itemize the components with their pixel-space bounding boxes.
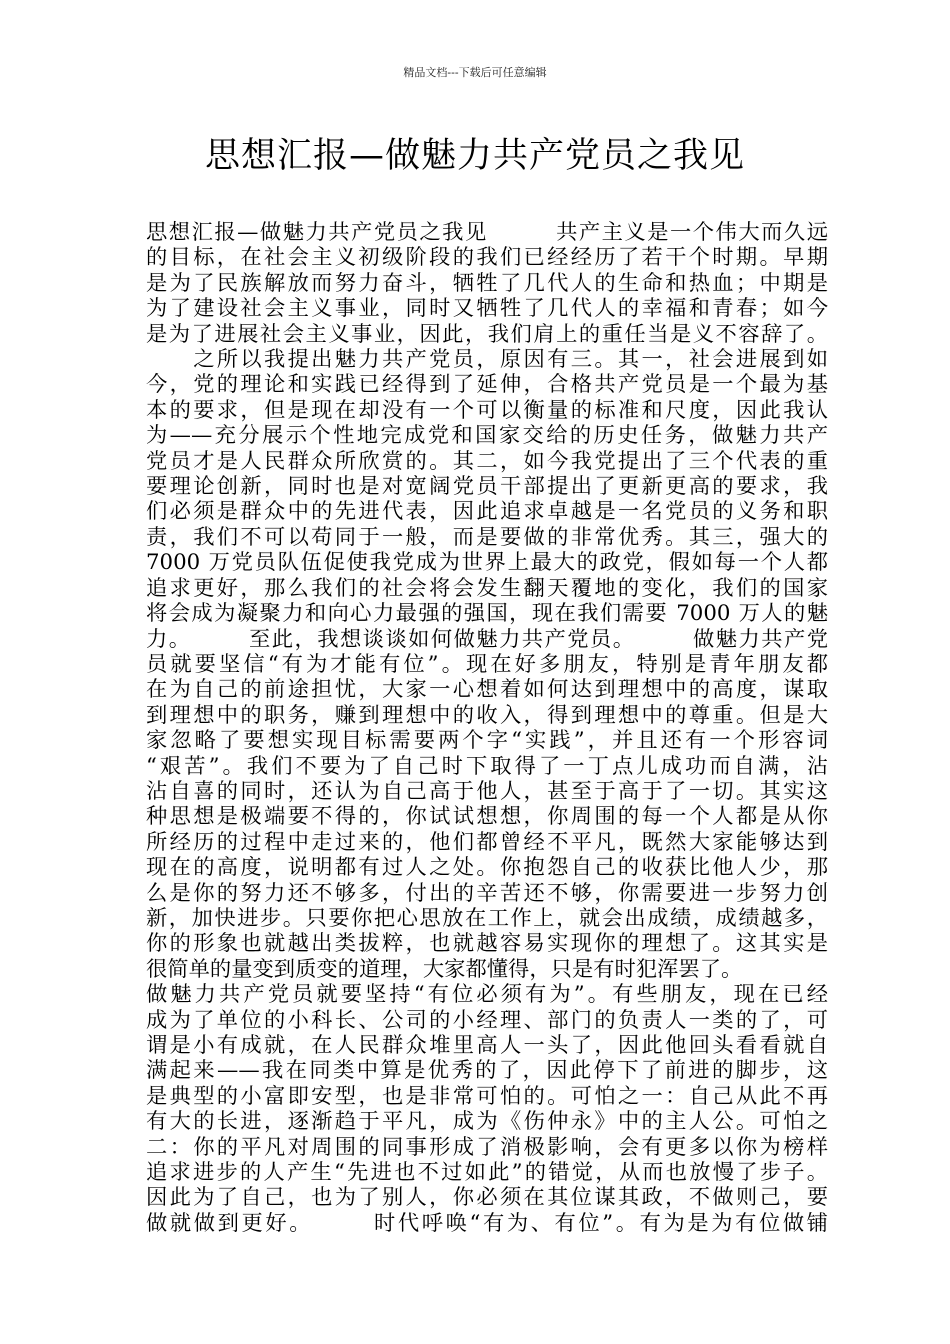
body-text-line: 为了建设社会主义事业，同时又牺牲了几代人的幸福和青春；如今 <box>146 296 828 322</box>
body-text-line: 成为了单位的小科长、公司的小经理、部门的负责人一类的了，可 <box>146 1007 828 1033</box>
body-text-line: 本的要求，但是现在却没有一个可以衡量的标准和尺度，因此我认 <box>146 397 828 423</box>
page-header: 精品文档---下载后可任意编辑 <box>403 66 547 79</box>
body-text-line: 谓是小有成就，在人民群众堆里高人一头了，因此他回头看看就自 <box>146 1033 828 1058</box>
body-text-line: 做就做到更好。 时代呼唤“有为、有位”。有为是为有位做铺 <box>146 1210 828 1236</box>
body-text-line: 有大的长进，逐渐趋于平凡，成为《伤仲永》中的主人公。可怕之 <box>146 1109 828 1135</box>
body-text-line: 今，党的理论和实践已经得到了延伸，合格共产党员是一个最为基 <box>146 372 828 398</box>
body-text-line: 家忽略了要想实现目标需要两个字“实践”，并且还有一个形容词 <box>146 728 828 754</box>
body-text-line: 满起来——我在同类中算是优秀的了，因此停下了前进的脚步，这 <box>146 1058 828 1084</box>
body-text-line: 新，加快进步。只要你把心思放在工作上，就会出成绩，成绩越多， <box>146 905 828 931</box>
body-text-line: “艰苦”。我们不要为了自己时下取得了一丁点儿成功而自满，沾 <box>146 753 828 779</box>
body-text-line: 7000 万党员队伍促使我党成为世界上最大的政党，假如每一个人都 <box>146 550 828 576</box>
body-text-line: 将会成为凝聚力和向心力最强的强国，现在我们需要 7000 万人的魅 <box>146 601 828 627</box>
body-text-line: 追求更好，那么我们的社会将会发生翻天覆地的变化，我们的国家 <box>146 575 828 601</box>
body-text-line: 二：你的平凡对周围的同事形成了消极影响，会有更多以你为榜样 <box>146 1134 828 1160</box>
body-text-line: 要理论创新，同时也是对宽阔党员干部提出了更新更高的要求，我 <box>146 474 828 500</box>
body-text-line: 沾自喜的同时，还认为自己高于他人，甚至于高于了一切。其实这 <box>146 778 828 804</box>
body-text-line: 种思想是极端要不得的，你试试想想，你周围的每一个人都是从你 <box>146 804 828 830</box>
body-text-line: 做魅力共产党员就要坚持“有位必须有为”。有些朋友，现在已经 <box>146 982 828 1008</box>
body-text-line: 是为了进展社会主义事业，因此，我们肩上的重任当是义不容辞了。 <box>146 321 828 347</box>
body-text-line: 党员才是人民群众所欣赏的。其二，如今我党提出了三个代表的重 <box>146 448 828 474</box>
body-text-line: 们必须是群众中的先进代表，因此追求卓越是一名党员的义务和职 <box>146 499 828 525</box>
body-text-line: 到理想中的职务，赚到理想中的收入，得到理想中的尊重。但是大 <box>146 702 828 728</box>
body-text-line: 员就要坚信“有为才能有位”。现在好多朋友，特别是青年朋友都 <box>146 651 828 677</box>
body-text-line: 所经历的过程中走过来的，他们都曾经不平凡，既然大家能够达到 <box>146 829 828 855</box>
body-text-line: 很简单的量变到质变的道理，大家都懂得，只是有时犯浑罢了。 <box>146 956 743 982</box>
body-text-line: 思想汇报—做魅力共产党员之我见 共产主义是一个伟大而久远 <box>146 220 828 245</box>
body-text-line: 你的形象也就越出类拔粹，也就越容易实现你的理想了。这其实是 <box>146 931 828 957</box>
document-body <box>146 220 828 1236</box>
body-text-line: 追求进步的人产生“先进也不过如此”的错觉，从而也放慢了步子。 <box>146 1160 828 1186</box>
body-text-line: 是为了民族解放而努力奋斗，牺牲了几代人的生命和热血；中期是 <box>146 270 828 296</box>
body-text-line: 是典型的小富即安型，也是非常可怕的。可怕之一：自己从此不再 <box>146 1083 828 1109</box>
document-title: 思想汇报—做魅力共产党员之我见 <box>204 136 745 176</box>
body-text-line: 么是你的努力还不够多，付出的辛苦还不够，你需要进一步努力创 <box>146 880 828 906</box>
body-text-line: 现在的高度，说明都有过人之处。你抱怨自己的收获比他人少，那 <box>146 855 828 881</box>
body-text-line: 因此为了自己，也为了别人，你必须在其位谋其政，不做则己，要 <box>146 1185 828 1211</box>
body-text-line: 为——充分展示个性地完成党和国家交给的历史任务，做魅力共产 <box>146 423 828 449</box>
body-text-line: 在为自己的前途担忧，大家一心想着如何达到理想中的高度，谋取 <box>146 677 828 703</box>
body-text-line: 的目标，在社会主义初级阶段的我们已经经历了若干个时期。早期 <box>146 245 828 271</box>
body-text-line: 责，我们不可以苟同于一般，而是要做的非常优秀。其三，强大的 <box>146 524 828 550</box>
body-text-line: 之所以我提出魅力共产党员，原因有三。其一，社会进展到如 <box>146 347 828 373</box>
body-text-line: 力。 至此，我想谈谈如何做魅力共产党员。 做魅力共产党 <box>146 626 828 652</box>
